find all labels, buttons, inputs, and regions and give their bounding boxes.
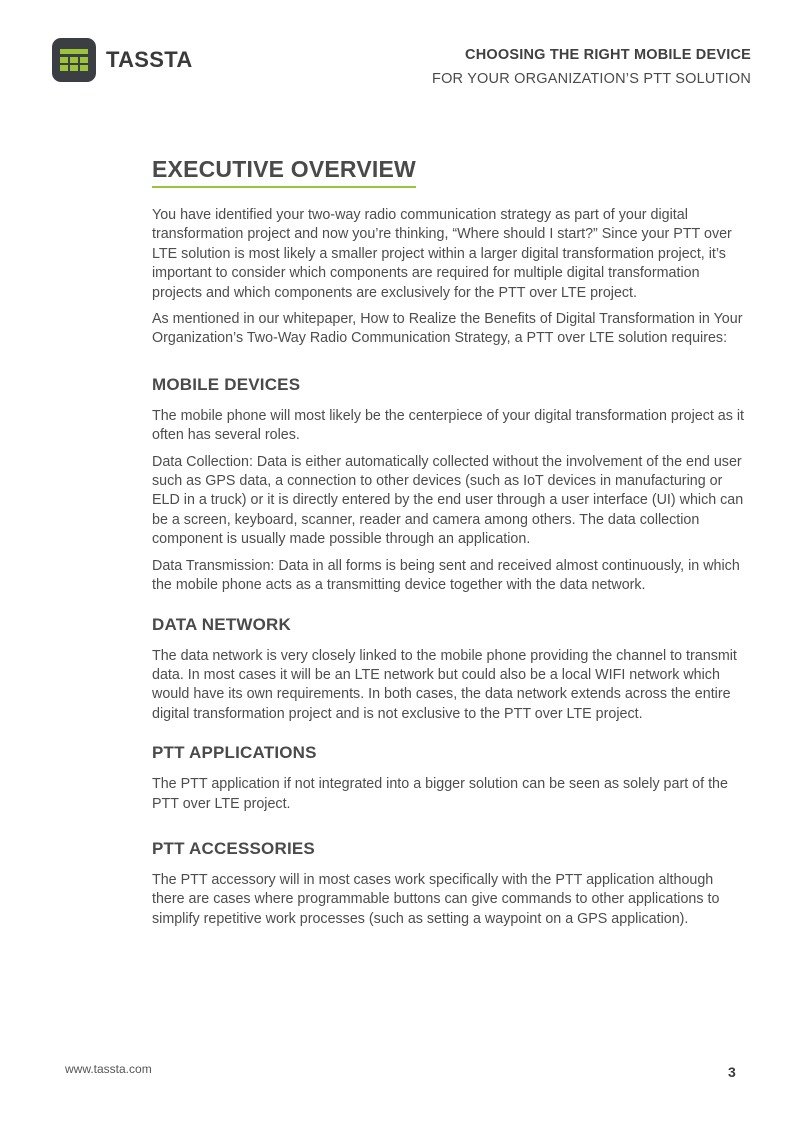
tassta-logo [52,38,193,82]
section-heading-ptt-applications: PTT APPLICATIONS [152,743,317,763]
section-heading-ptt-accessories: PTT ACCESSORIES [152,838,315,858]
body-paragraph: Data Transmission: Data in all forms is being sent and received almost continuously, in which the mobile phone acts as a transmitting device together with the data network. [152,557,740,594]
section-heading-mobile-devices: MOBILE DEVICES [152,374,301,394]
document-title-line1: CHOOSING THE RIGHT MOBILE DEVICE [465,47,751,63]
body-paragraph: The mobile phone will most likely be the centerpiece of your digital transformation project as it often has several roles. [152,407,745,444]
page-heading: EXECUTIVE OVERVIEW [152,156,416,188]
main-content [152,156,747,929]
footer-url: www.tassta.com [65,1062,152,1076]
page-number: 3 [728,1064,736,1080]
section-heading-data-network: DATA NETWORK [152,614,292,634]
logo-text: TASSTA [106,47,193,72]
body-paragraph: The data network is very closely linked to the mobile phone providing the channel to transmit data. In most cases it will be an LTE network but could also be a local WIFI network which would have its own requirements. In both cases, the data network extends across the entire digital transformation project and is not exclusive to the PTT over LTE project. [152,647,737,722]
intro-paragraph: You have identified your two-way radio communication strategy as part of your digital transformation project and now you’re thinking, “Where should I start?” Since your PTT over LTE solution is most likely a smaller project within a larger digital transformation project, it’s important to consider which components are required for multiple digital transformation projects and which components are exclusively for the PTT over LTE project. [152,207,732,301]
intro-paragraph: As mentioned in our whitepaper, How to Realize the Benefits of Digital Transformation in Your Organization’s Two-Way Radio Communication Strategy, a PTT over LTE solution requires: [152,311,743,347]
document-title [432,47,751,87]
tassta-logo-icon [52,38,96,82]
body-paragraph: The PTT accessory will in most cases work specifically with the PTT application although there are cases where programmable buttons can give commands to other applications to simplify repetitive work processes (such as setting a waypoint on a GPS application). [152,871,720,927]
body-paragraph: Data Collection: Data is either automatically collected without the involvement of the end user such as GPS data, a connection to other devices (such as IoT devices in manufacturing or ELD in a truck) or it is directly entered by the end user through a user interface (UI) which can be a screen, keyboard, scanner, reader and camera among others. The data collection component is usually made possible through an application. [152,453,744,548]
body-paragraph: The PTT application if not integrated into a bigger solution can be seen as solely part of the PTT over LTE project. [152,776,728,812]
document-title-line2: FOR YOUR ORGANIZATION’S PTT SOLUTION [432,71,751,87]
page-header [0,0,800,110]
